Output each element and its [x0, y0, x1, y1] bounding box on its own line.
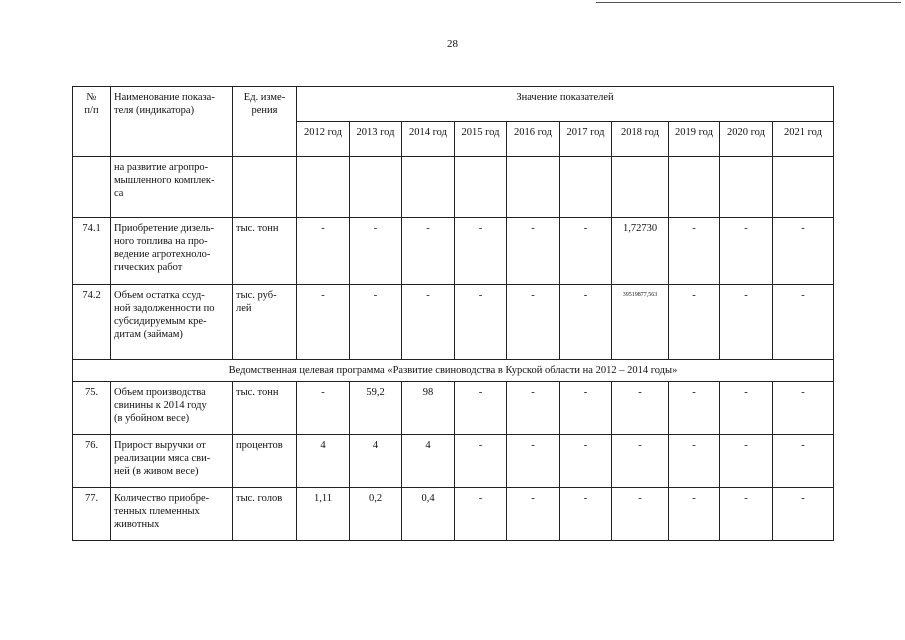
- row-value: -: [507, 488, 560, 541]
- row-value: -: [669, 218, 720, 285]
- row-unit: [233, 157, 297, 218]
- row-value: -: [720, 488, 773, 541]
- header-name: [111, 87, 233, 157]
- header-num-text: № п/п: [84, 92, 99, 116]
- header-year: 2021 год: [773, 122, 834, 157]
- indicators-table: [72, 86, 834, 541]
- row-value: -: [297, 218, 350, 285]
- row-num: 74.1: [73, 218, 111, 285]
- row-value: -: [350, 218, 402, 285]
- header-name-text: Наименование показа- теля (индикатора): [114, 92, 215, 116]
- header-year: 2020 год: [720, 122, 773, 157]
- row-name: [111, 382, 233, 435]
- row-value: -: [507, 285, 560, 360]
- row-name: [111, 435, 233, 488]
- row-value: -: [669, 382, 720, 435]
- row-value: [773, 157, 834, 218]
- row-value: -: [560, 382, 612, 435]
- table-row: [73, 488, 834, 541]
- row-value: -: [720, 435, 773, 488]
- page-number: 28: [447, 38, 458, 50]
- row-value: -: [402, 218, 455, 285]
- row-value: 1,72730: [612, 218, 669, 285]
- row-num: 76.: [73, 435, 111, 488]
- row-value: -: [669, 488, 720, 541]
- row-name-text: Объем остатка ссуд- ной задолженности по субсидируемым кре- дитам (займам): [114, 290, 215, 340]
- row-unit: процентов: [233, 435, 297, 488]
- row-value: -: [773, 382, 834, 435]
- top-rule: [596, 2, 901, 3]
- row-name: [111, 218, 233, 285]
- row-name-text: на развитие агропро- мышленного комплек- са: [114, 162, 215, 199]
- row-value: -: [720, 218, 773, 285]
- row-value: -: [297, 285, 350, 360]
- row-value: [455, 157, 507, 218]
- header-year: 2019 год: [669, 122, 720, 157]
- row-value: -: [720, 382, 773, 435]
- header-unit-text: Ед. изме- рения: [243, 92, 286, 116]
- row-value: [560, 157, 612, 218]
- row-value: [612, 157, 669, 218]
- row-value: [297, 157, 350, 218]
- header-year: 2013 год: [350, 122, 402, 157]
- row-name: [111, 285, 233, 360]
- row-name-text: Приобретение дизель- ного топлива на про- ведение агротехноло- гических работ: [114, 223, 215, 273]
- row-num: [73, 157, 111, 218]
- row-value: -: [773, 218, 834, 285]
- table-row: [73, 285, 834, 360]
- table-row: [73, 435, 834, 488]
- section-row: [73, 360, 834, 382]
- header-year: 2017 год: [560, 122, 612, 157]
- row-value: -: [297, 382, 350, 435]
- row-value: -: [507, 218, 560, 285]
- row-value: 39519877,563: [612, 285, 669, 360]
- row-num: 74.2: [73, 285, 111, 360]
- row-value: 98: [402, 382, 455, 435]
- row-name-text: Количество приобре- тенных племенных животных: [114, 493, 210, 530]
- row-unit: тыс. тонн: [233, 382, 297, 435]
- row-value: 4: [402, 435, 455, 488]
- row-value: -: [507, 382, 560, 435]
- row-value: -: [455, 435, 507, 488]
- row-value: -: [507, 435, 560, 488]
- row-unit-text: тыс. руб- лей: [236, 290, 277, 314]
- row-unit: [233, 285, 297, 360]
- row-value: [350, 157, 402, 218]
- row-value: -: [402, 285, 455, 360]
- header-num: [73, 87, 111, 157]
- row-name-text: Прирост выручки от реализации мяса сви- ней (в живом весе): [114, 440, 211, 477]
- row-value: -: [560, 218, 612, 285]
- row-value: -: [612, 488, 669, 541]
- row-value: -: [560, 488, 612, 541]
- row-value: [402, 157, 455, 218]
- header-year: 2015 год: [455, 122, 507, 157]
- row-value: 59,2: [350, 382, 402, 435]
- row-value: -: [612, 435, 669, 488]
- row-num: 77.: [73, 488, 111, 541]
- row-value: [720, 157, 773, 218]
- row-value: [669, 157, 720, 218]
- row-value: 0,4: [402, 488, 455, 541]
- header-year: 2016 год: [507, 122, 560, 157]
- table-row: [73, 218, 834, 285]
- row-value: 4: [350, 435, 402, 488]
- row-unit: тыс. тонн: [233, 218, 297, 285]
- row-value: -: [560, 435, 612, 488]
- row-value: -: [455, 488, 507, 541]
- header-year: 2018 год: [612, 122, 669, 157]
- row-name: [111, 157, 233, 218]
- section-title: Ведомственная целевая программа «Развитие свиноводства в Курской области на 2012 – 2014 годы»: [73, 360, 834, 382]
- row-value: -: [720, 285, 773, 360]
- header-unit: [233, 87, 297, 157]
- row-value: -: [455, 218, 507, 285]
- row-unit: тыс. голов: [233, 488, 297, 541]
- row-value: -: [455, 382, 507, 435]
- row-value: -: [773, 435, 834, 488]
- row-value: -: [669, 285, 720, 360]
- header-year: 2014 год: [402, 122, 455, 157]
- row-value: 1,11: [297, 488, 350, 541]
- header-values-group: Значение показателей: [297, 87, 834, 122]
- row-value: -: [773, 285, 834, 360]
- row-value: [507, 157, 560, 218]
- table-row: [73, 382, 834, 435]
- row-value: -: [560, 285, 612, 360]
- row-value: -: [669, 435, 720, 488]
- row-name-text: Объем производства свинины к 2014 году (в убойном весе): [114, 387, 207, 424]
- row-value: -: [455, 285, 507, 360]
- table-row: [73, 157, 834, 218]
- row-value: -: [350, 285, 402, 360]
- row-name: [111, 488, 233, 541]
- row-num: 75.: [73, 382, 111, 435]
- row-value: 0,2: [350, 488, 402, 541]
- header-year: 2012 год: [297, 122, 350, 157]
- row-value: -: [773, 488, 834, 541]
- row-value: 4: [297, 435, 350, 488]
- row-value: -: [612, 382, 669, 435]
